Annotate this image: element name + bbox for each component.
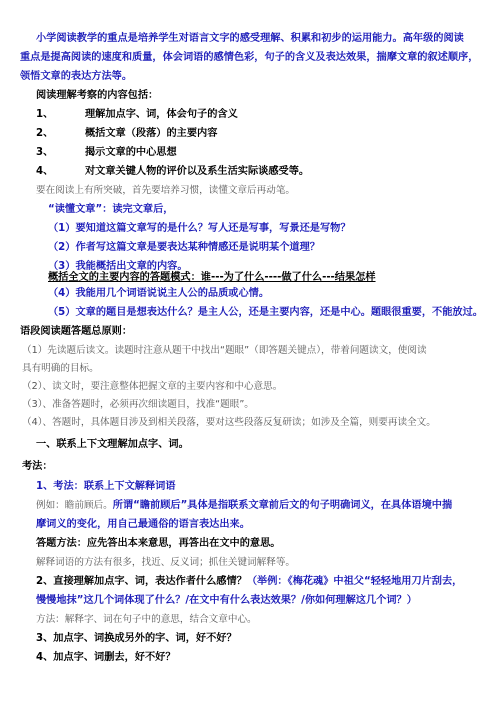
intro-line-2: 重点是提高阅读的速度和质量，体会词语的感情色彩，句子的含义及表达效果，揣摩文章的叙述顺序，: [20, 52, 479, 63]
read-first-heading: “读懂文章”：读完文章后，: [48, 204, 174, 215]
summary-formula: 概括全文的主要内容的答题模式：谁---为了什么----做了什么---结果怎样: [48, 272, 376, 283]
method-2-question: 2、直接理解加点字、词，表达作者什么感情？: [36, 576, 247, 587]
part-1-title: 一、联系上下文理解加点字、词。: [36, 439, 189, 450]
answer-method-note: 解释词语的方法有很多，找近、反义词；抓住关键词解释等。: [36, 557, 296, 568]
content-item-4: [36, 165, 309, 178]
read-first-q5: （5）文章的题目是想表达什么？是主人公，还是主要内容，还是中心。题眼很重要，不能放过。: [48, 307, 483, 318]
read-first-q3: （3）我能概括出文章的内容。: [48, 261, 188, 272]
method-1-title: 1、考法：联系上下文解释词语: [36, 481, 176, 492]
intro-line-3: 领悟文章的表达方法等。: [20, 71, 133, 82]
example-line-2: 摩词义的变化，用自己最通俗的语言表达出来。: [36, 519, 250, 530]
item-text: 概括文章（段落）的主要内容: [85, 128, 218, 139]
method-2-example: （举例：《梅花魂》中祖父“轻轻地用刀片刮去，: [246, 576, 463, 587]
answer-method: 答题方法：应先答出本来意思，再答出在文中的意思。: [36, 538, 281, 549]
item-text: 理解加点字、词，体会句子的含义: [85, 109, 238, 120]
method-3-title: 3、加点字、词换成另外的字、词，好不好？: [36, 633, 237, 644]
intro-line-1: 小学阅读教学的重点是培养学生对语言文字的感受理解、积累和初步的运用能力。高年级的阅读: [36, 33, 464, 44]
principle-1-line-1: （1）先读题后读文。读题时注意从题干中找出“题眼”（即答题关键点），带着问题读文，使阅读: [22, 345, 427, 356]
method-2-line-2: 慢慢地抹”这几个词体现了什么？/在文中有什么表达效果？/你如何理解这几个词？）: [36, 595, 417, 606]
example-line-1: [36, 499, 452, 512]
method-2-line-1: [36, 575, 462, 588]
principle-3: （3）、准备答题时，必须再次细读题目，找准“题眼”。: [22, 399, 254, 410]
method-2-approach: 方法：解释字、词在句子中的意思，结合文章中心。: [36, 614, 257, 625]
principle-2: （2）、读文时，要注意整体把握文章的主要内容和中心意思。: [22, 381, 283, 392]
item-number: 2、: [36, 128, 54, 139]
read-first-q2: （2）作者写这篇文章是要表达某种情感还是说明某个道理？: [48, 242, 320, 253]
method-4-title: 4、加点字、词删去，好不好？: [36, 652, 176, 663]
principle-4: （4）、答题时，具体题目涉及到相关段落，要对这些段落反复研读；如涉及全篇，则要再读全文。: [22, 417, 436, 428]
example-prefix: 例如：瞻前顾后。: [36, 500, 113, 511]
kaofa-label: 考法：: [22, 461, 53, 472]
item-number: 1、: [36, 109, 54, 120]
principle-1-line-2: 具有明确的目标。: [22, 363, 99, 374]
item-number: 3、: [36, 147, 54, 158]
content-item-1: [36, 108, 238, 121]
principles-title: 语段阅读题答题总原则：: [20, 326, 133, 337]
read-first-q4: （4）我能用几个词语说说主人公的品质或心情。: [48, 288, 270, 299]
content-item-2: [36, 127, 217, 140]
item-text: 对文章关键人物的评价以及系生活实际谈感受等。: [85, 166, 310, 177]
reading-habit-note: 要在阅读上有所突破，首先要培养习惯，读懂文章后再动笔。: [36, 185, 296, 196]
content-item-3: [36, 146, 177, 159]
read-first-q1: （1）要知道这篇文章写的是什么？写人还是写事，写景还是写物？: [48, 223, 351, 234]
example-explanation: 所谓“瞻前顾后”具体是指联系文章前后文的句子明确词义，在具体语境中揣: [112, 500, 453, 511]
item-text: 揭示文章的中心思想: [85, 147, 177, 158]
section-title-content: 阅读理解考察的内容包括：: [36, 90, 159, 101]
item-number: 4、: [36, 166, 54, 177]
